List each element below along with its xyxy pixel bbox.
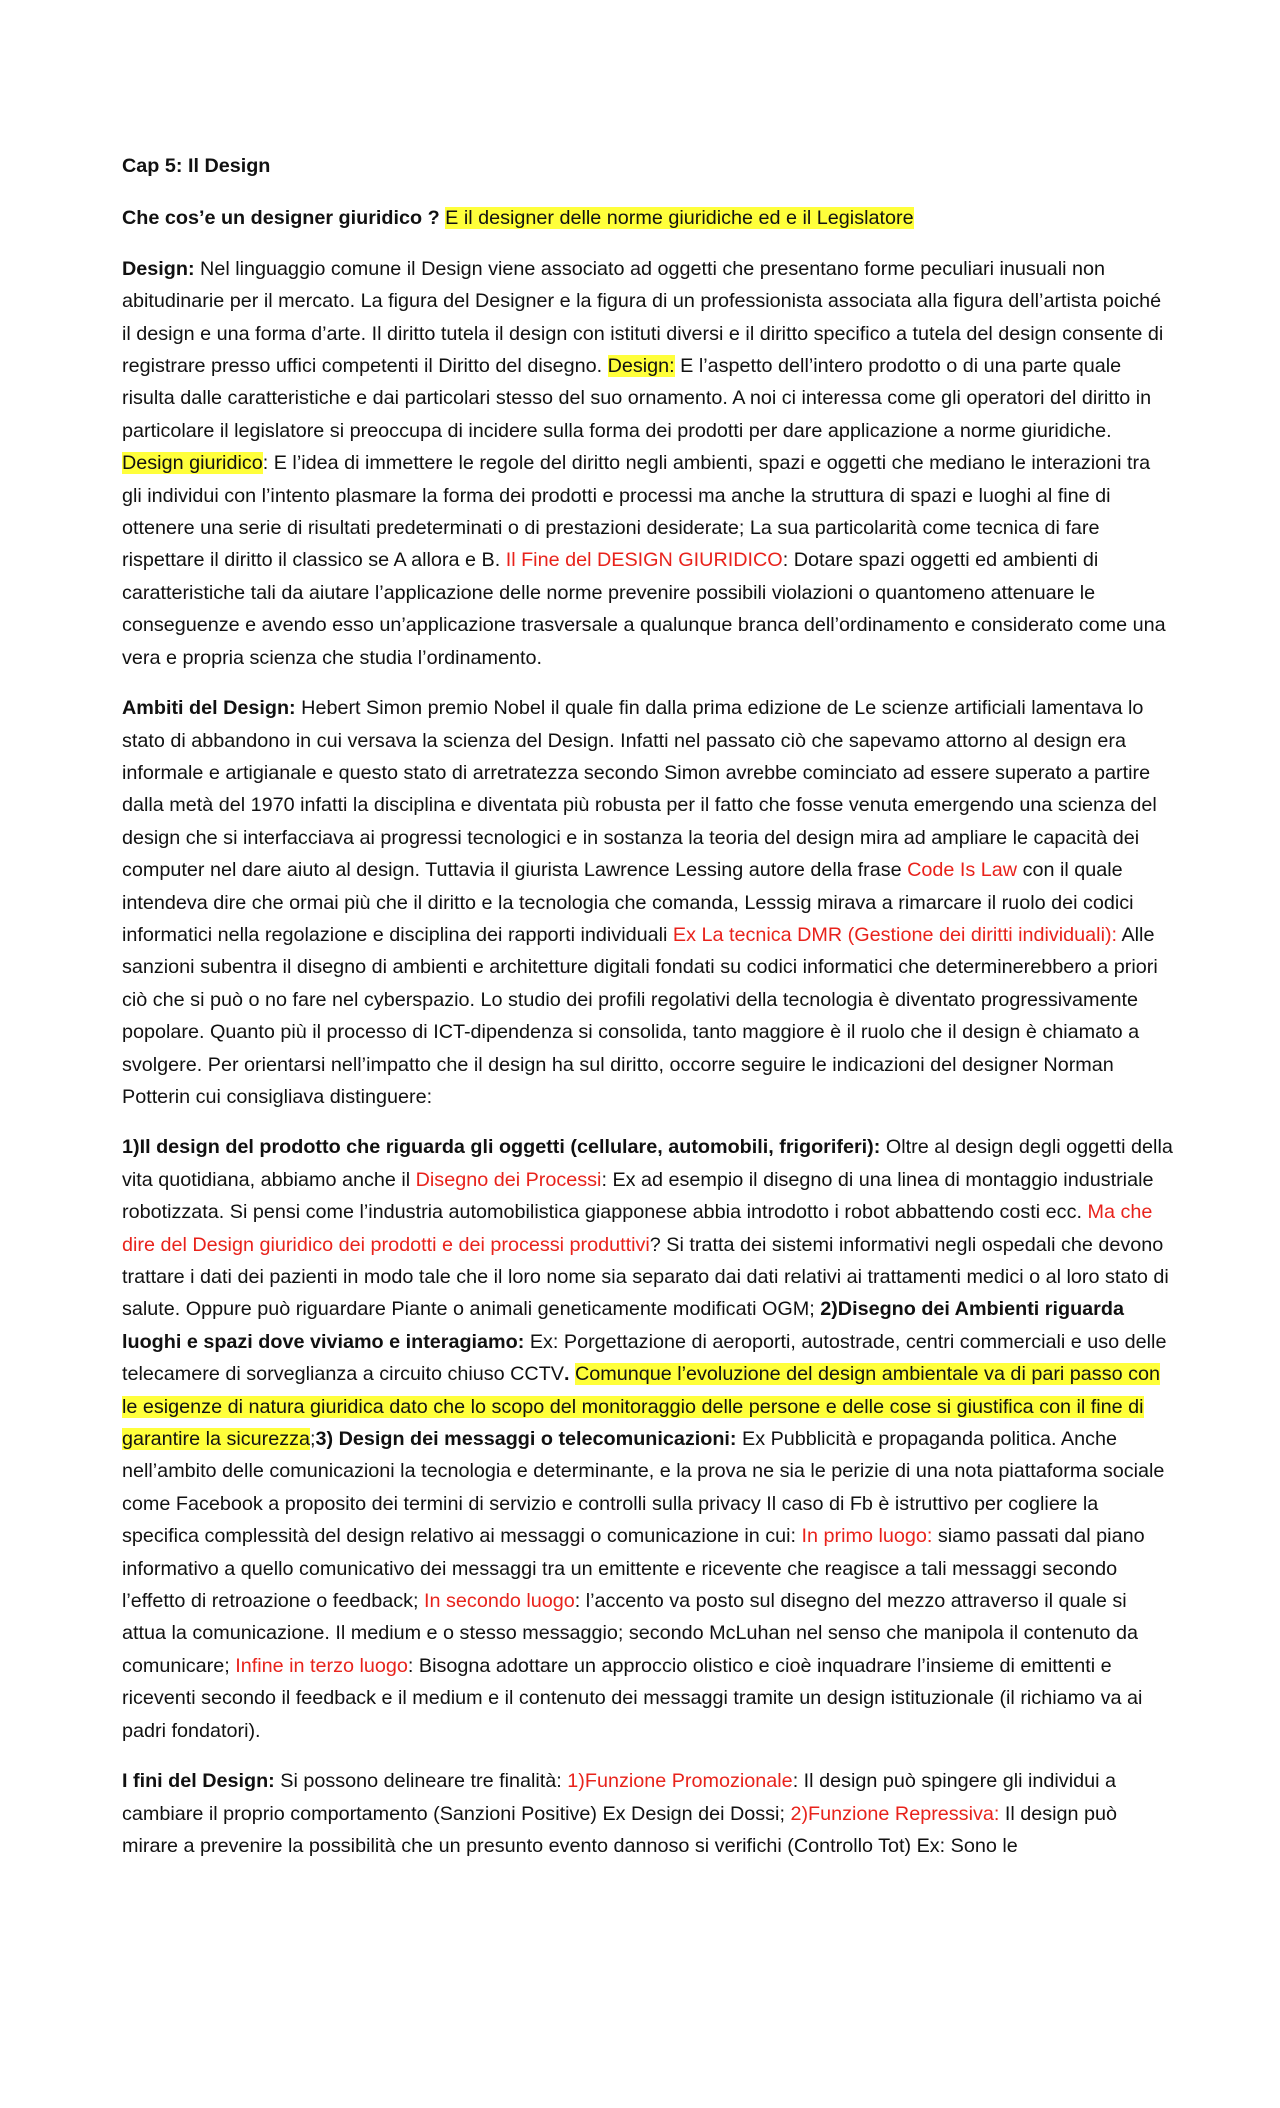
- text-run: : Il design può spingere gli individui a cambiare il proprio comportamento (Sanzioni Positive) Ex Design dei Dossi;: [122, 1770, 1116, 1825]
- text-run: Oltre al design degli oggetti della vita quotidiana, abbiamo anche il: [122, 1136, 1173, 1191]
- chapter-title: Cap 5: Il Design: [122, 155, 271, 177]
- fini-design-label: I fini del Design:: [122, 1770, 275, 1793]
- text-run: Il design può mirare a prevenire la possibilità che un presunto evento dannoso si verifichi (Controllo Tot) Ex: Sono le: [122, 1802, 1118, 1857]
- code-is-law-red: Code Is Law: [907, 859, 1018, 882]
- text-run: : l’accento va posto sul disegno del mezzo attraverso il quale si attua la comunicazione. Il medium e o stesso messaggio; secondo McLuhan nel senso che manipola il contenuto da comunicare;: [122, 1590, 1139, 1677]
- terzo-luogo-red: Infine in terzo luogo: [235, 1654, 408, 1677]
- design-types-paragraph: [122, 1131, 1175, 1747]
- evoluzione-design-highlight: Comunque l’evoluzione del design ambientale va di pari passo con le esigenze di natura giuridica dato che lo scopo del monitoraggio delle persone e delle cose si giustifica con il fine di garantire la sicurezza: [122, 1363, 1160, 1451]
- design-label: Design:: [122, 257, 195, 280]
- text-run: : E l’idea di immettere le regole del diritto negli ambienti, spazi e oggetti che mediano le interazioni tra gli individui con l’intento plasmare la forma dei prodotti e processi ma anche la struttura di spazi e luoghi al fine di ottenere una serie di risultati predeterminati o di prestazioni desiderate; La sua particolarità come tecnica di fare rispettare il diritto il classico se A allora e B.: [122, 452, 1151, 572]
- text-run: Ex Pubblicità e propaganda politica. Anche nell’ambito delle comunicazioni la tecnologia e determinante, e la prova ne sia le perizie di una nota piattaforma sociale come Facebook a proposito dei termini di servizio e controlli sulla privacy Il caso di Fb è istruttivo per cogliere la specifica complessità del design relativo ai messaggi o comunicazione in cui:: [122, 1428, 1165, 1548]
- disegno-ambienti-label: 2)Disegno dei Ambienti riguarda luoghi e spazi dove viviamo e interagiamo:: [122, 1298, 1124, 1353]
- ambiti-label: Ambiti del Design:: [122, 697, 296, 720]
- funzione-promozionale-red: 1)Funzione Promozionale: [567, 1770, 793, 1793]
- text-run: siamo passati dal piano informativo a quello comunicativo dei messaggi tra un emittente e ricevente che reagisce a tali messaggi secondo l’effetto di retroazione o feedback;: [122, 1525, 1145, 1613]
- text-run: Ex: Porgettazione di aeroporti, autostrade, centri commerciali e uso delle telecamere di sorveglianza a circuito chiuso CCTV: [122, 1330, 1167, 1386]
- secondo-luogo-red: In secondo luogo: [424, 1590, 575, 1613]
- text-run: ;: [310, 1428, 316, 1451]
- text-run: E l’aspetto dell’intero prodotto o di una parte quale risulta dalle caratteristiche e dai particolari stesso del suo ornamento. A noi ci interessa come gli operatori del diritto in particolare il legislatore si preoccupa di incidere sulla forma dei prodotti per dare applicazione a norme giuridiche.: [122, 355, 1152, 442]
- design-highlight: Design:: [607, 355, 675, 378]
- text-run: con il quale intendeva dire che ormai più che il diritto e la tecnologia che comanda, Lesssig mirava a rimarcare il ruolo dei codici informatici nella regolazione e disciplina dei rapporti individuali: [122, 859, 1134, 946]
- design-messaggi-label: 3) Design dei messaggi o telecomunicazioni:: [315, 1428, 737, 1451]
- design-giuridico-highlight: Design giuridico: [122, 452, 263, 475]
- design-giuridico-processi-red: Ma che dire del Design giuridico dei prodotti e dei processi produttivi: [122, 1201, 1153, 1256]
- text-run: ? Si tratta dei sistemi informativi negli ospedali che devono trattare i dati dei pazienti in modo tale che il loro nome sia separato dai dati relativi ai trattamenti medici o al loro stato di salute. Oppure può riguardare Piante o animali geneticamente modificati OGM;: [122, 1233, 1169, 1321]
- disegno-processi-red: Disegno dei Processi: [415, 1168, 602, 1191]
- text-run: .: [563, 1363, 570, 1386]
- text-run: Nel linguaggio comune il Design viene associato ad oggetti che presentano forme peculiari inusuali non abitudinarie per il mercato. La figura del Designer e la figura di un professionista associata alla figura dell’artista poiché il design e una forma d’arte. Il diritto tutela il design con istituti diversi e il diritto specifico a tutela del design consente di registrare presso uffici competenti il Diritto del disegno.: [122, 257, 1164, 378]
- fini-design-paragraph: [122, 1765, 1175, 1862]
- text-run: : Dotare spazi oggetti ed ambienti di caratteristiche tali da aiutare l’applicazione delle norme prevenire possibili violazioni o quantomeno attenuare le conseguenze e avendo esso un’applicazione trasversale a qualunque branca dell’ordinamento e considerato come una vera e propria scienza che studia l’ordinamento.: [122, 549, 1166, 669]
- fine-design-giuridico-red: Il Fine del DESIGN GIURIDICO: [505, 549, 783, 572]
- question-label: Che cos’e un designer giuridico ?: [122, 207, 440, 230]
- ambiti-paragraph: [122, 692, 1175, 1113]
- funzione-repressiva-red: 2)Funzione Repressiva:: [790, 1802, 1000, 1825]
- question-paragraph: [122, 202, 1175, 234]
- design-prodotto-label: 1)Il design del prodotto che riguarda gli oggetti (cellulare, automobili, frigoriferi):: [122, 1136, 881, 1159]
- primo-luogo-red: In primo luogo:: [801, 1525, 933, 1548]
- text-run: Hebert Simon premio Nobel il quale fin dalla prima edizione de Le scienze artificiali lamentava lo stato di abbandono in cui versava la scienza del Design. Infatti nel passato ciò che sapevamo attorno al design era informale e artigianale e questo stato di arretratezza secondo Simon avrebbe cominciato ad essere superato a partire dalla metà del 1970 infatti la disciplina e diventata più robusta per il fatto che fosse venuta emergendo una scienza del design che si interfacciava ai progressi tecnologici e in sostanza la teoria del design mira ad ampliare le capacità dei computer nel dare aiuto al design. Tuttavia il giurista Lawrence Lessing autore della frase: [122, 697, 1157, 882]
- design-definition-paragraph: [122, 253, 1175, 674]
- text-run: : Ex ad esempio il disegno di una linea di montaggio industriale robotizzata. Si pensi come l’industria automobilistica giapponese abbia introdotto i robot abbattendo costi ecc.: [122, 1168, 1154, 1224]
- dmr-red: Ex La tecnica DMR (Gestione dei diritti individuali):: [672, 923, 1118, 946]
- text-run: Si possono delineare tre finalità:: [274, 1770, 568, 1793]
- text-run: Alle sanzioni subentra il disegno di ambienti e architetture digitali fondati su codici informatici che determinerebbero a priori ciò che si può o no fare nel cyberspazio. Lo studio dei profili regolativi della tecnologia è diventato progressivamente popolare. Quanto più il processo di ICT-dipendenza si consolida, tanto maggiore è il ruolo che il design è chiamato a svolgere. Per orientarsi nell’impatto che il design ha sul diritto, occorre seguire le indicazioni del designer Norman Potterin cui consigliava distinguere:: [122, 923, 1158, 1108]
- text-run: : Bisogna adottare un approccio olistico e cioè inquadrare l’insieme di emittenti e riceventi secondo il feedback e il medium e il contenuto dei messaggi tramite un design istituzionale (il richiamo va ai padri fondatori).: [122, 1654, 1143, 1742]
- question-answer-highlight: E il designer delle norme giuridiche ed e il Legislatore: [445, 207, 914, 230]
